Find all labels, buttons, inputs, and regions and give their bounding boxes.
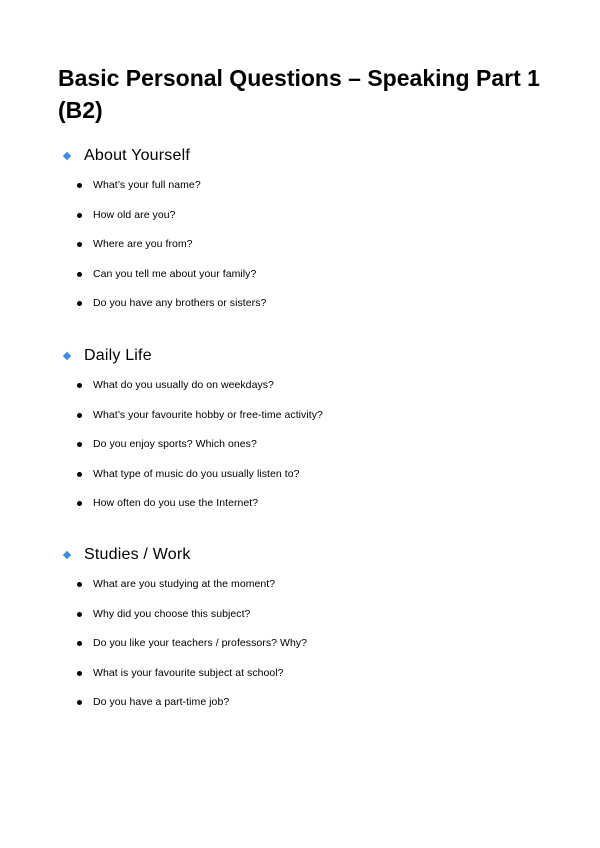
section-header: [62, 346, 152, 366]
diamond-icon: [63, 352, 71, 360]
bullet-icon: [77, 582, 82, 587]
question-list: [77, 577, 307, 725]
question-text: Do you have a part-time job?: [93, 696, 230, 708]
bullet-icon: [77, 472, 82, 477]
list-item: [77, 408, 323, 438]
list-item: [77, 237, 266, 267]
bullet-icon: [77, 501, 82, 506]
list-item: [77, 496, 323, 526]
bullet-icon: [77, 641, 82, 646]
bullet-icon: [77, 242, 82, 247]
list-item: [77, 636, 307, 666]
question-list: [77, 378, 323, 526]
list-item: [77, 607, 307, 637]
bullet-icon: [77, 442, 82, 447]
list-item: [77, 467, 323, 497]
list-item: [77, 666, 307, 696]
diamond-icon: [63, 152, 71, 160]
list-item: [77, 178, 266, 208]
bullet-icon: [77, 183, 82, 188]
list-item: [77, 378, 323, 408]
bullet-icon: [77, 301, 82, 306]
list-item: [77, 695, 307, 725]
question-text: Can you tell me about your family?: [93, 267, 257, 280]
bullet-icon: [77, 272, 82, 277]
section-header: [62, 146, 190, 166]
question-text: Do you enjoy sports? Which ones?: [93, 438, 257, 450]
page-title: Basic Personal Questions – Speaking Part 1 (B2): [58, 65, 540, 123]
question-text: What’s your full name?: [93, 179, 201, 191]
list-item: [77, 296, 266, 326]
list-item: [77, 577, 307, 607]
question-text: Do you like your teachers / professors? Why?: [93, 637, 308, 649]
section-heading: Studies / Work: [84, 546, 191, 563]
question-text: How old are you?: [93, 208, 176, 221]
section-heading: Daily Life: [84, 347, 152, 364]
question-text: What type of music do you usually listen to?: [93, 467, 300, 480]
question-text: How often do you use the Internet?: [93, 497, 259, 509]
question-text: What do you usually do on weekdays?: [93, 379, 274, 391]
list-item: [77, 437, 323, 467]
bullet-icon: [77, 213, 82, 218]
question-list: [77, 178, 266, 326]
bullet-icon: [77, 612, 82, 617]
question-text: What’s your favourite hobby or free-time activity?: [93, 408, 323, 421]
question-text: Where are you from?: [93, 238, 193, 250]
question-text: What is your favourite subject at school?: [93, 666, 284, 679]
section-header: [62, 545, 191, 565]
question-text: What are you studying at the moment?: [93, 578, 276, 590]
question-text: Do you have any brothers or sisters?: [93, 297, 267, 309]
question-text: Why did you choose this subject?: [93, 607, 251, 620]
bullet-icon: [77, 700, 82, 705]
bullet-icon: [77, 383, 82, 388]
list-item: [77, 267, 266, 297]
list-item: [77, 208, 266, 238]
diamond-icon: [63, 551, 71, 559]
bullet-icon: [77, 671, 82, 676]
bullet-icon: [77, 413, 82, 418]
section-heading: About Yourself: [84, 147, 190, 164]
